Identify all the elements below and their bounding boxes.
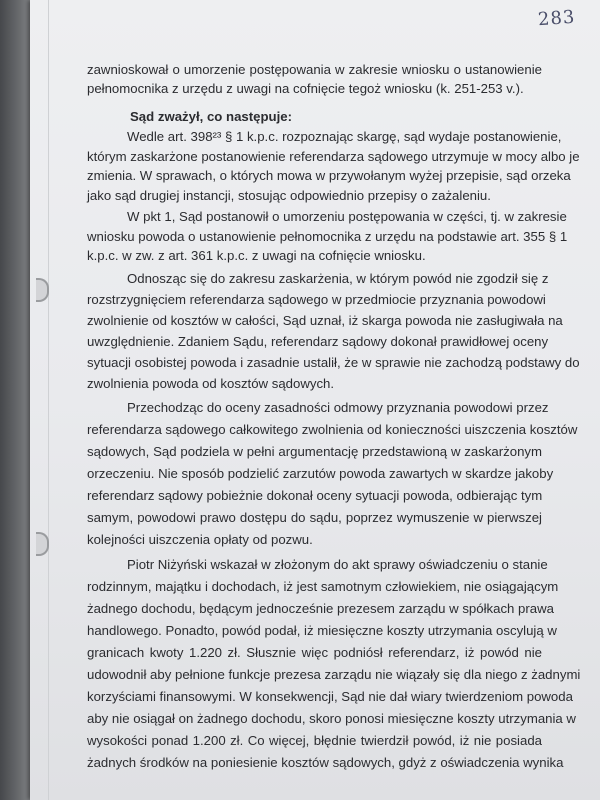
text-line: Wedle art. 398²³ § 1 k.p.c. rozpoznając skargę, sąd wydaje postanowienie, — [127, 129, 562, 144]
text-line: Piotr Niżyński wskazał w złożonym do akt sprawy oświadczeniu o stanie — [127, 557, 548, 572]
text-line: orzeczeniu. Nie sposób podzielić zarzutów powoda zawartych w skardze jakoby — [87, 466, 554, 481]
text-line: W pkt 1, Sąd postanowił o umorzeniu postępowania w części, tj. w zakresie — [127, 209, 567, 224]
text-line: zawnioskował o umorzenie postępowania w zakresie wniosku o ustanowienie — [87, 62, 542, 77]
text-line: rodzinnym, majątku i dochodach, iż jest samotnym człowiekiem, nie osiągającym — [87, 579, 559, 594]
text-line: którym zaskarżone postanowienie referendarza sądowego utrzymuje w mocy albo je — [87, 149, 580, 164]
text-line: zmienia. W sprawach, o których mowa w przywołanym wyżej przepisie, sąd orzeka — [87, 168, 571, 183]
text-line: samym, powodowi prawo dostępu do sądu, poprzez wymuszenie w pierwszej — [87, 510, 542, 525]
text-line: referendarz sądowy pobieżnie dokonał oceny sytuacji powoda, odbierając tym — [87, 488, 543, 503]
text-line: Przechodząc do oceny zasadności odmowy przyznania powodowi przez — [127, 400, 549, 415]
text-line: zwolnienie od kosztów w całości, Sąd uznał, iż skarga powoda nie zasługiwała na — [87, 313, 563, 328]
text-line: zwolnienia powoda od kosztów sądowych. — [87, 376, 335, 391]
section-heading: Sąd zważył, co następuje: — [130, 109, 292, 124]
text-line: k.p.c. w zw. z art. 361 k.p.c. z uwagi na cofnięcie wniosku. — [87, 248, 426, 263]
text-line: korzyściami finansowymi. W konsekwencji, Sąd nie dał wiary twierdzeniom powoda — [87, 689, 573, 704]
text-line: rozstrzygnięciem referendarza sądowego w przedmiocie przyznania powodowi — [87, 292, 546, 307]
text-line: wniosku powoda o ustanowienie pełnomocnika z urzędu na podstawie art. 355 § 1 — [87, 229, 568, 244]
text-line: żadnego dochodu, będącym jednocześnie prezesem zarządu w spółkach prawa — [87, 601, 554, 616]
text-line: żadnych środków na poniesienie kosztów sądowych, gdyż z oświadczenia wynika — [87, 755, 564, 770]
text-line: aby nie osiągał on żadnego dochodu, skoro ponosi miesięczne koszty utrzymania w — [87, 711, 576, 726]
text-line: sądowych, Sąd podziela w pełni argumentację przedstawioną w zaskarżonym — [87, 444, 542, 459]
text-line: referendarza sądowego całkowitego zwolnienia od konieczności uiszczenia kosztów — [87, 422, 578, 437]
handwritten-page-number: 283 — [537, 6, 577, 31]
text-line: granicach kwoty 1.220 zł. Słusznie więc podniósł referendarz, iż powód nie — [87, 645, 542, 660]
text-line: kolejności uiszczenia opłaty od pozwu. — [87, 532, 313, 547]
text-line: handlowego. Ponadto, powód podał, iż miesięczne koszty utrzymania oscylują w — [87, 623, 557, 638]
text-line: udowodnił aby pełnione funkcje prezesa zarządu nie wiązały się dla niego z żadnymi — [87, 667, 581, 682]
text-line: uwzględnienie. Zdaniem Sądu, referendarz sądowy dokonał prawidłowej oceny — [87, 334, 549, 349]
background-surface — [0, 0, 34, 800]
text-line: jako sąd drugiej instancji, stosując odpowiednio przepisy o zażaleniu. — [87, 188, 491, 203]
text-line: Odnosząc się do zakresu zaskarżenia, w którym powód nie zgodził się z — [127, 271, 549, 286]
page-margin-line — [48, 0, 49, 800]
text-line: pełnomocnika z urzędu z uwagi na cofnięcie tegoż wniosku (k. 251-253 v.). — [87, 81, 524, 96]
text-line: wysokości ponad 1.200 zł. Co więcej, błędnie twierdził powód, iż nie posiada — [87, 733, 542, 748]
text-line: sytuacji osobistej powoda i zasadnie ustalił, że w sprawie nie zachodzą podstawy do — [87, 355, 580, 370]
